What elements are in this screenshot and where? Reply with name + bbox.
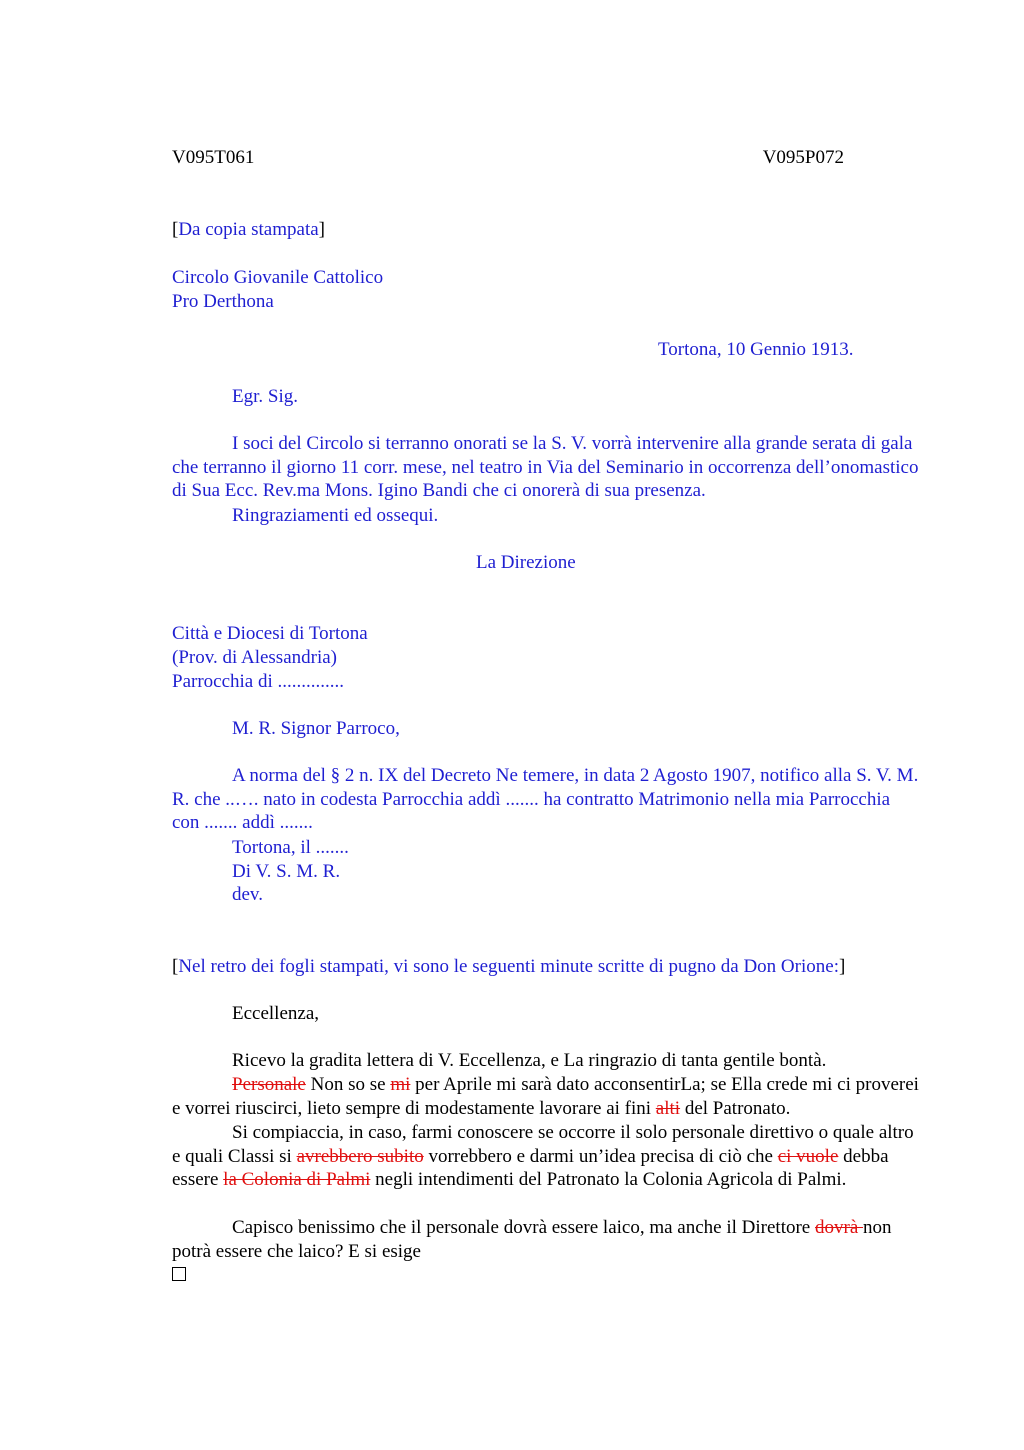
form-place-date: Tortona, il .......: [232, 837, 349, 858]
circular-body: I soci del Circolo si terranno onorati se la S. V. vorrà intervenire alla grande serata di gala che terranno il giorno 11 corr. mese, nel teatro in Via del Seminario in occorrenza dell’onomastico di Sua Ecc. Rev.ma Mons. Igino Bandi che ci onorerà di sua presenza.: [172, 433, 919, 502]
archive-code-right: V095P072: [762, 147, 844, 168]
source-note-text: Da copia stampata: [178, 219, 319, 240]
form-sign: dev.: [232, 884, 263, 905]
letter-paragraph-4: Capisco benissimo che il personale dovrà essere laico, ma anche il Direttore dovrà non potrà essere che laico? E si esige: [172, 1217, 892, 1262]
deletion: alti: [655, 1097, 681, 1119]
form-body: A norma del § 2 n. IX del Decreto Ne temere, in data 2 Agosto 1907, notifico alla S. V. M. R. che ..…. nato in codesta Parrocchia addì ....... ha contratto Matrimonio nella mia Parrocchia con ....... addì .......: [172, 765, 919, 834]
circular-closing: Ringraziamenti ed ossequi.: [232, 505, 439, 526]
deletion: Personale: [232, 1074, 306, 1095]
archive-code-left: V095T061: [172, 147, 255, 168]
org-motto: Pro Derthona: [172, 291, 274, 312]
deletion: mi: [390, 1074, 411, 1095]
deletion: avrebbero subito: [296, 1145, 424, 1167]
letter-paragraph-3: Si compiaccia, in caso, farmi conoscere se occorre il solo personale direttivo o quale altro e quali Classi si avrebbero subito vorrebbero e darmi un’idea precisa di ciò che ci vuole debba essere la Colonia di Palmi negli intendimenti del Patronato la Colonia Agricola di Palmi.: [172, 1122, 914, 1191]
empty-square-icon: [172, 1267, 186, 1281]
deletion: ci vuole: [777, 1145, 839, 1167]
source-note: [Da copia stampata]: [172, 219, 325, 240]
deletion: la Colonia di Palmi: [223, 1169, 371, 1191]
circular-salutation: Egr. Sig.: [232, 386, 298, 407]
back-note-text: Nel retro dei fogli stampati, vi sono le seguenti minute scritte di pugno da Don Orione:: [178, 956, 839, 977]
deletion: dovrà: [815, 1217, 864, 1238]
form-heading-line3: Parrocchia di ..............: [172, 671, 345, 692]
form-heading-line1: Città e Diocesi di Tortona: [172, 623, 368, 644]
back-note: [Nel retro dei fogli stampati, vi sono le seguenti minute scritte di pugno da Don Orione:]: [172, 956, 846, 977]
form-heading-line2: (Prov. di Alessandria): [172, 647, 337, 668]
letter-paragraph-2: Personale Non so se mi per Aprile mi sarà dato acconsentirLa; se Ella crede mi ci proverei e vorrei riuscirci, lieto sempre di modestamente lavorare ai fini alti del Patronato.: [172, 1074, 919, 1119]
letter-salutation: Eccellenza,: [232, 1003, 320, 1024]
form-salutation: M. R. Signor Parroco,: [232, 718, 400, 739]
form-closing: Di V. S. M. R.: [232, 861, 341, 882]
circular-signature: La Direzione: [476, 552, 576, 573]
org-name: Circolo Giovanile Cattolico: [172, 267, 384, 288]
circular-date: Tortona, 10 Gennio 1913.: [658, 339, 854, 360]
letter-paragraph-1: Ricevo la gradita lettera di V. Eccellenza, e La ringrazio di tanta gentile bontà.: [232, 1050, 827, 1071]
